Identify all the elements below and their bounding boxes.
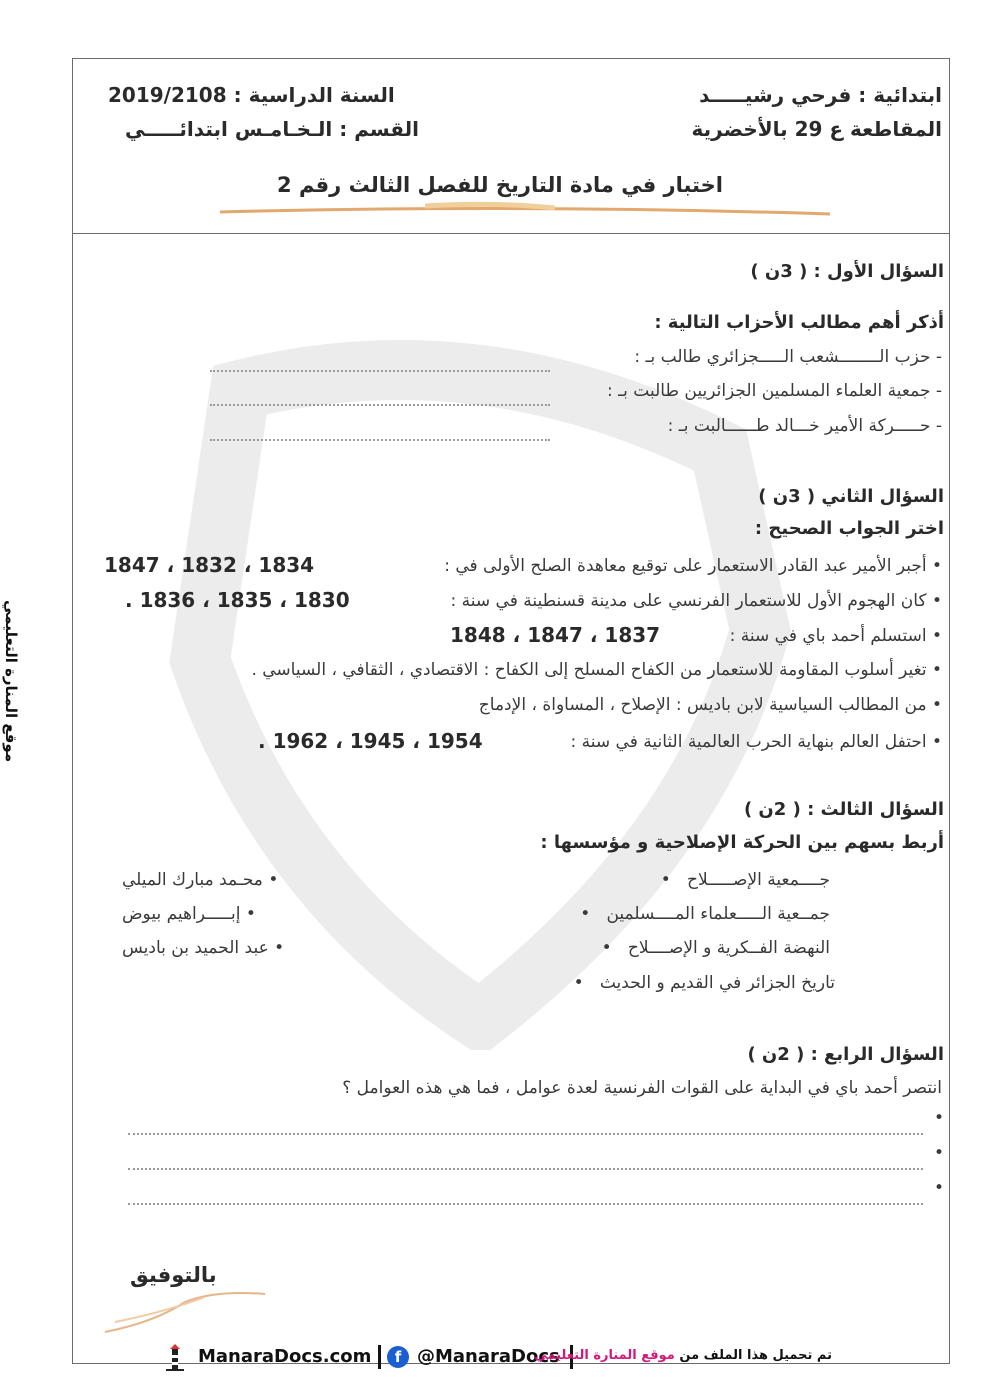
q3-movement-1[interactable]: جــــمعية الإصـــــلاح • [660,870,830,890]
q2-item-4: • تغير أسلوب المقاومة للاستعمار من الكفاح المسلح إلى الكفاح : الاقتصادي ، الثقافي ، السياسي . [251,660,942,680]
q2-item-1: • أجبر الأمير عبد القادر الاستعمار على توقيع معاهدة الصلح الأولى في : [444,556,942,576]
q1-title: السؤال الأول : ( 3ن ) [750,261,944,282]
facebook-icon[interactable]: f [387,1346,409,1368]
q4-bullet-2: • [933,1143,944,1163]
q2-item-2: • كان الهجوم الأول للاستعمار الفرنسي على مدينة قسنطينة في سنة : [450,591,942,611]
q1-answer-line-2[interactable] [210,392,550,406]
q2-item-6: • احتفل العالم بنهاية الحرب العالمية الثانية في سنة : [570,732,942,752]
side-site-label: موقع المنارة التعليمي [2,600,20,763]
school-name: ابتدائية : فرحي رشيـــــد [699,83,942,107]
q3-movement-2-label: جمــعية الـــــعلماء المــــسلمين [606,904,830,924]
district-name: المقاطعة ع 29 بالأخضرية [691,117,942,141]
q3-movement-1-label: جــــمعية الإصـــــلاح [687,870,830,890]
footer-site-link[interactable]: ManaraDocs.com [198,1346,372,1367]
exam-title: اختبار في مادة التاريخ للفصل الثالث رقم 2 [277,173,723,197]
q2-item-5: • من المطالب السياسية لابن باديس : الإصلاح ، المساواة ، الإدماج [478,695,942,715]
q3-title: السؤال الثالث : ( 2ن ) [743,799,944,820]
footer-separator [378,1345,381,1369]
q4-answer-line-2[interactable] [128,1156,923,1170]
q1-item-2: - جمعية العلماء المسلمين الجزائريين طالبت بـ : [607,381,942,401]
q3-movement-4-label: تاريخ الجزائر في القديم و الحديث [599,973,835,993]
q4-bullet-1: • [933,1108,944,1128]
q1-instruction: أذكر أهم مطالب الأحزاب التالية : [654,312,944,333]
class-level: القسم : الـخـامـس ابتدائـــــي [125,117,419,141]
q4-bullet-3: • [933,1178,944,1198]
closing-swoosh [95,1282,275,1342]
footer-bar [150,1343,850,1373]
q3-movement-2[interactable]: جمــعية الـــــعلماء المــــسلمين • [580,904,830,924]
q2-item-1-options: 1834 ، 1832 ، 1847 [104,553,315,577]
q3-movement-4[interactable]: تاريخ الجزائر في القديم و الحديث • [573,973,835,993]
footer-download-prefix: تم تحميل هذا الملف من [679,1348,832,1363]
title-underline-swoosh [215,200,835,220]
closing-good-luck: بالتوفيق [130,1263,217,1287]
q4-question: انتصر أحمد باي في البداية على القوات الفرنسية لعدة عوامل ، فما هي هذه العوامل ؟ [342,1078,942,1098]
q4-title: السؤال الرابع : ( 2ن ) [747,1044,944,1065]
q4-answer-line-3[interactable] [128,1191,923,1205]
q3-movement-3-label: النهضة الفــكرية و الإصــــلاح [627,938,830,958]
q2-title: السؤال الثاني ( 3ن ) [758,486,944,507]
q3-founder-1[interactable]: • محـمد مبارك الميلي [122,870,279,890]
footer-download-note [534,1348,832,1363]
q1-answer-line-1[interactable] [210,358,550,372]
school-year: السنة الدراسية : 2019/2108 [108,83,395,107]
q1-item-1: - حزب الــــــــشعب الـــــجزائري طالب بـ : [634,347,942,367]
lighthouse-icon [160,1343,190,1373]
q3-founder-3[interactable]: • عبد الحميد بن باديس [122,938,285,958]
q2-item-6-options: 1954 ، 1945 ، 1962 . [258,729,483,753]
q1-item-3: - حـــــركة الأمير خـــالد طــــــالبت بـ : [667,416,942,436]
q4-answer-line-1[interactable] [128,1121,923,1135]
q2-item-3: • استسلم أحمد باي في سنة : [729,626,942,646]
q3-movement-3[interactable]: النهضة الفــكرية و الإصــــلاح • [601,938,830,958]
footer-download-site[interactable]: موقع المنارة التعليمي [534,1348,675,1363]
q3-instruction: أربط بسهم بين الحركة الإصلاحية و مؤسسها : [540,832,944,853]
q2-item-3-options: 1837 ، 1847 ، 1848 [450,623,661,647]
q2-instruction: اختر الجواب الصحيح : [754,518,944,539]
header-divider [72,233,950,234]
q3-founder-2[interactable]: • إبـــــراهيم بيوض [122,904,256,924]
q1-answer-line-3[interactable] [210,427,550,441]
footer-social-handle[interactable]: @ManaraDocs [417,1346,560,1367]
q2-item-2-options: 1830 ، 1835 ، 1836 . [125,588,350,612]
